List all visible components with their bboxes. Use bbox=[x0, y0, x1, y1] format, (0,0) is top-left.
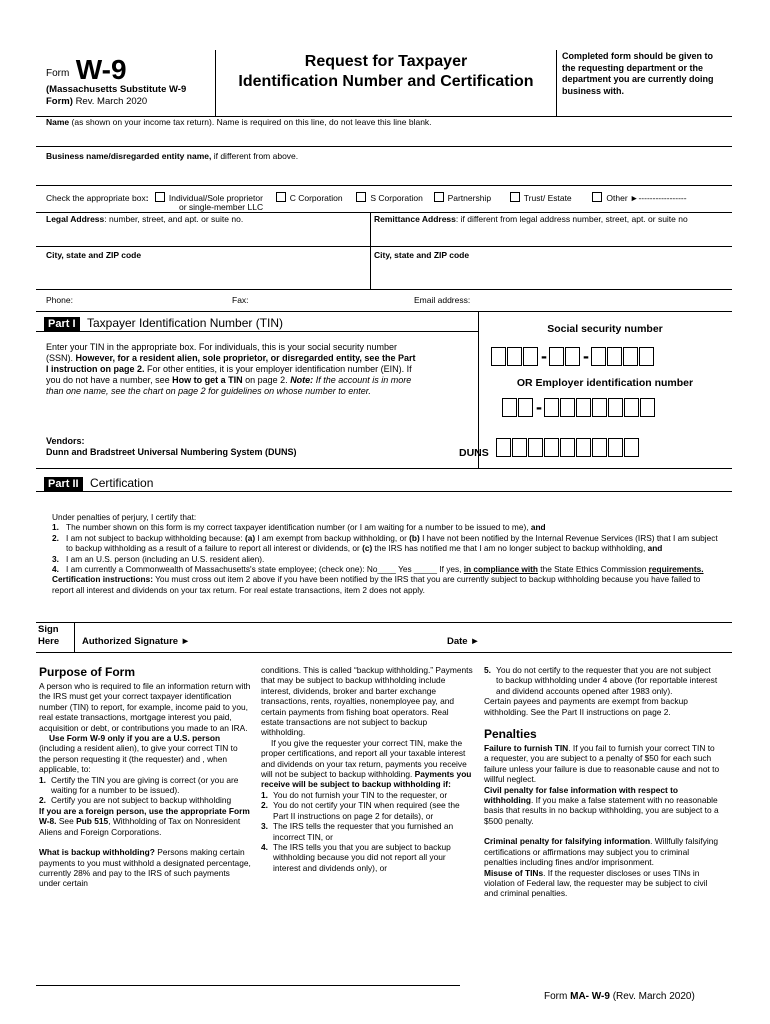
remit-city-state-zip-label[interactable]: City, state and ZIP code bbox=[374, 250, 470, 260]
remittance-address-field[interactable] bbox=[374, 214, 688, 225]
date-field[interactable]: Date ► bbox=[447, 636, 480, 647]
ssn-label: Social security number bbox=[547, 323, 663, 335]
form-word: Form bbox=[46, 68, 70, 79]
c-corporation-checkbox[interactable] bbox=[276, 192, 286, 202]
sign-here-label: Sign Here bbox=[38, 624, 60, 647]
ssn-input[interactable]: - - bbox=[491, 347, 655, 366]
classification-row: Check the appropriate box: Individual/Sole proprietor C Corporation S Corporation Partnership Trust/ Estate Other ►----------------- bbox=[46, 193, 687, 203]
form-header bbox=[0, 0, 770, 118]
purpose-column: Purpose of Form A person who is required to file an information return with the IRS must get your correct taxpayer identification number (TIN) to report, for example, income paid to you, real estate transactions, mortgage interest you paid, acquisition or debt, or contributions you made to an IRA. Use Form W-9 only if you are a U.S. person (including a resident alien), to give your correct TIN to the person requesting it (the requester) and , when applicable, to: 1. Certify the TIN you are giving is correct (or you are waiting for a number to be issued). 2. Certify you are not subject to backup withholding If you are a foreign person, use the appropriate Form W-8. See Pub 515, Withholding of Tax on Nonresident Aliens and Foreign Corporations. What is backup withholding? Persons making certain payments to you must withhold a designated percentage, currently 28% and pay to the IRS of such payments under certain bbox=[39, 665, 251, 889]
remittance-hint: : if different from legal address number, street, apt. or suite no bbox=[455, 214, 688, 224]
vendors-label: Vendors: bbox=[46, 436, 85, 446]
ein-label: OR Employer identification number bbox=[516, 377, 694, 389]
form-revision: Rev. March 2020 bbox=[75, 96, 148, 107]
name-field[interactable] bbox=[46, 117, 432, 128]
trust-estate-checkbox[interactable] bbox=[510, 192, 520, 202]
business-label: Business name/disregarded entity name, bbox=[46, 151, 212, 161]
backup-withholding-column: conditions. This is called “backup withholding.” Payments that may be subject to backup withholding include interest, dividends, broker and barter exchange transactions, rents, royalties, nonemployee pay, and certain payments from fishing boat operators. Real estate transactions are not subject to backup withholding. If you give the requester your correct TIN, make the proper certifications, and report all your taxable interest and dividends on your tax return, payments you receive will not be subject to backup withholding. Payments you receive will be subject to backup withholding if: 1. You do not furnish your TIN to the requester, or 2. You do not certify your TIN when required (see the Part II instructions on page 2 for details), or 3. The IRS tells the requester that you furnished an incorrect TIN, or 4. The IRS tells you that you are subject to backup withholding because you did not report all your interest and dividends only), or bbox=[261, 665, 473, 873]
remittance-label: Remittance Address bbox=[374, 214, 456, 224]
part1-header bbox=[44, 314, 283, 332]
form-subtitle: (Massachusetts Substitute W-9 Form) bbox=[46, 84, 187, 107]
legal-address-hint: : number, street, and apt. or suite no. bbox=[104, 214, 244, 224]
penalties-column: 5. You do not certify to the requester that you are not subject to backup withholding under 4 above (for reportable interest and dividend accounts opened after 1983 only). Certain payees and payments are exempt from backup withholding. See the Part II instructions on page 2. Penalties Failure to furnish TIN. If you fail to furnish your correct TIN to a requester, you are subject to a penalty of $50 for each such failure unless your failure is due to reasonable cause and not to willful neglect. Civil penalty for false information with respect to withholding. If you make a false statement with no reasonable basis that results in no backup withholding, you are subject to a $500 penalty. Criminal penalty for falsifying information. Willfully falsifying certifications or affirmations may subject you to criminal penalties including fines and/or imprisonment. Misuse of TINs. If the requester discloses or uses TINs in violation of Federal law, the requester may be subject to civil and criminal penalties. bbox=[484, 665, 720, 899]
individual-label: Individual/Sole proprietor bbox=[168, 193, 263, 203]
business-hint: if different from above. bbox=[213, 151, 299, 161]
name-hint: (as shown on your income tax return). Name is required on this line, do not leave this line blank. bbox=[71, 117, 432, 127]
name-label: Name bbox=[46, 117, 70, 127]
duns-input[interactable] bbox=[496, 438, 640, 457]
individual-sublabel: or single-member LLC bbox=[179, 202, 264, 212]
form-title-line2: Identification Number and Certification bbox=[238, 73, 534, 90]
part2-header bbox=[44, 474, 153, 492]
trust-estate-label: Trust/ Estate bbox=[523, 193, 572, 203]
part2-title: Certification bbox=[90, 476, 154, 490]
s-corporation-checkbox[interactable] bbox=[356, 192, 366, 202]
form-footer: Form MA- W-9 (Rev. March 2020) bbox=[544, 991, 695, 1002]
certification-text: Under penalties of perjury, I certify that: 1. The number shown on this form is my correct taxpayer identification number (or I am waiting for a number to be issued to me), and 2. I am not subject to backup withholding because: (a) I am exempt from backup withholding, or (b) I have not been notified by the Internal Revenue Services (IRS) that I am subject to backup withholding as a result of a failure to report all interest or dividends, or (c) the IRS has notified me that I am no longer subject to backup withholding, and 3. I am an U.S. person (including an U.S. resident alien). 4. I am currently a Commonwealth of Massachusetts's state employee; (check one): No____ Yes _____ If yes, in compliance with the State Ethics Commission requirements. Certification instructions: You must cross out item 2 above if you have been notified by the IRS that you are currently subject to backup withholding because you have failed to report all interest and dividends on your tax return. For real estate transactions, item 2 does not apply. bbox=[52, 512, 718, 595]
vendors-block bbox=[46, 436, 406, 458]
business-name-field[interactable] bbox=[46, 151, 298, 162]
authorized-signature-field[interactable]: Authorized Signature ► bbox=[82, 636, 191, 647]
purpose-heading: Purpose of Form bbox=[39, 665, 136, 679]
other-label: Other ►----------------- bbox=[606, 193, 687, 203]
email-label[interactable]: Email address: bbox=[414, 295, 471, 305]
phone-label[interactable]: Phone: bbox=[46, 295, 73, 305]
partnership-checkbox[interactable] bbox=[434, 192, 444, 202]
city-state-zip-label[interactable]: City, state and ZIP code bbox=[46, 250, 142, 260]
submission-note: Completed form should be given to the requesting department or the department you are currently doing business with. bbox=[562, 51, 714, 96]
part1-badge: Part I bbox=[44, 317, 80, 331]
legal-address-field[interactable] bbox=[46, 214, 243, 225]
ein-input[interactable]: - bbox=[502, 398, 656, 417]
penalties-heading: Penalties bbox=[484, 727, 537, 742]
part1-title: Taxpayer Identification Number (TIN) bbox=[86, 316, 284, 330]
partnership-label: Partnership bbox=[447, 193, 492, 203]
individual-checkbox[interactable] bbox=[155, 192, 165, 202]
tin-instructions: Enter your TIN in the appropriate box. For individuals, this is your social security number (SSN). However, for a resident alien, sole proprietor, or disregarded entity, see the Part I instruction on page 2. For other entities, it is your employer identification number (EIN). If you do not have a number, see How to get a TIN on page 2. Note: If the account is in more than one name, see the chart on page 2 for guidelines on whose number to enter. bbox=[46, 342, 416, 396]
s-corporation-label: S Corporation bbox=[370, 193, 423, 203]
part2-badge: Part II bbox=[44, 477, 83, 491]
duns-label: DUNS bbox=[459, 447, 489, 459]
other-checkbox[interactable] bbox=[592, 192, 602, 202]
fax-label[interactable]: Fax: bbox=[232, 295, 249, 305]
form-number: W-9 bbox=[75, 54, 127, 85]
vendors-text: Dunn and Bradstreet Universal Numbering System (DUNS) bbox=[46, 447, 297, 457]
classification-label: Check the appropriate box bbox=[46, 193, 146, 203]
c-corporation-label: C Corporation bbox=[289, 193, 343, 203]
form-title-line1: Request for Taxpayer bbox=[304, 53, 468, 70]
legal-address-label: Legal Address bbox=[46, 214, 105, 224]
